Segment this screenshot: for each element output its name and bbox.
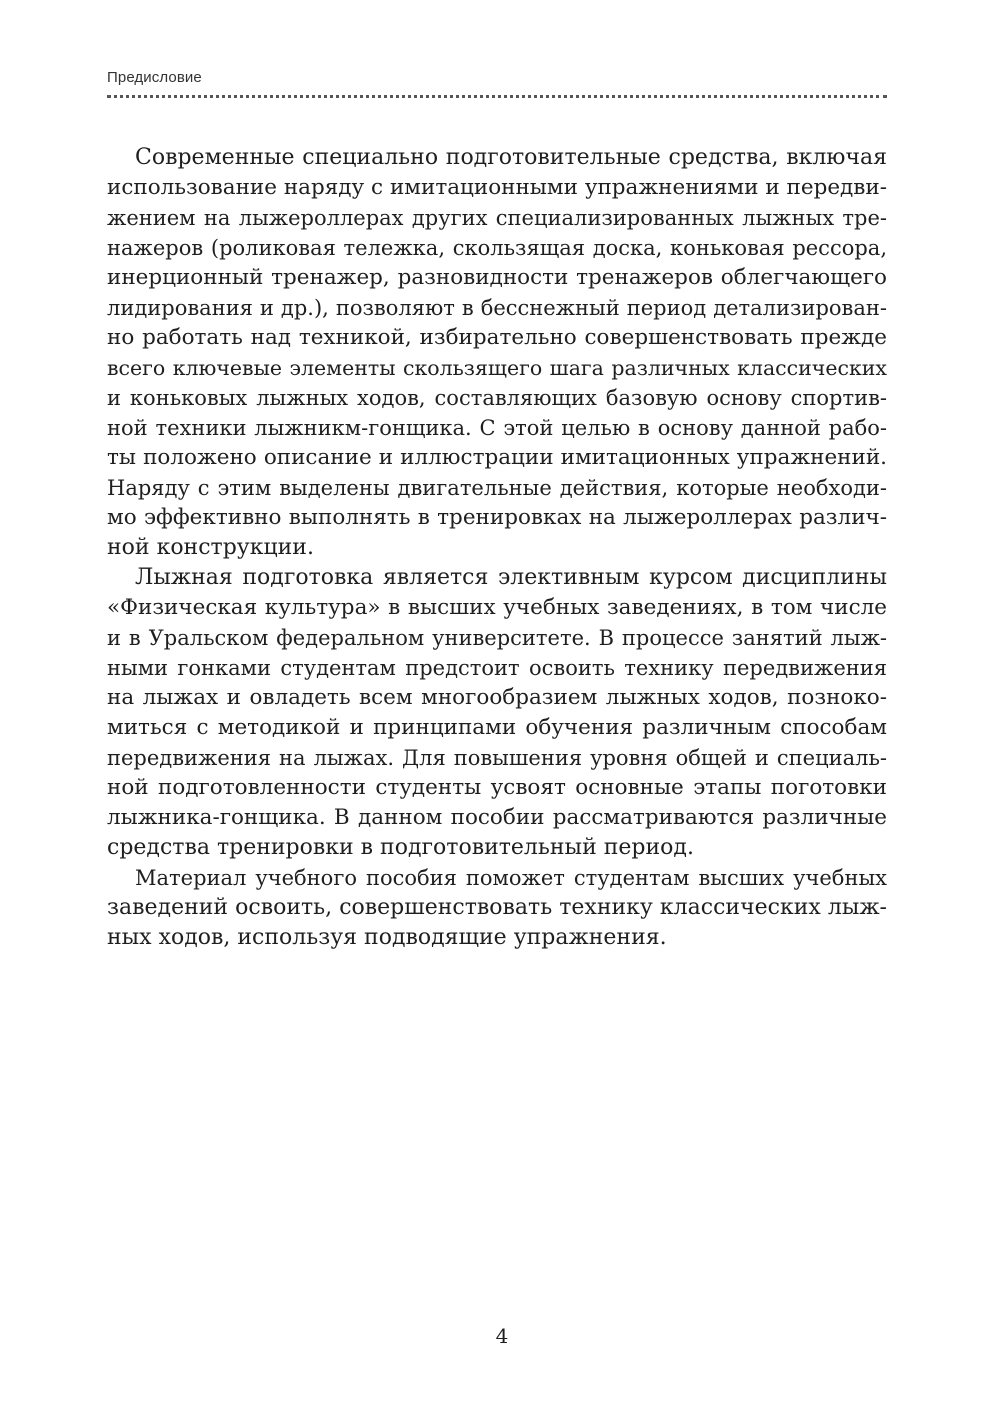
text-line: ты положено описание и иллюстрации имитационных упражнений. — [107, 445, 887, 470]
body-text — [107, 143, 887, 953]
text-line: Лыжная подготовка является элективным курсом дисциплины — [135, 565, 887, 590]
text-line: на лыжах и овладеть всем многообразием лыжных ходов, позноко- — [107, 685, 887, 710]
text-line: ных ходов, используя подводящие упражнения. — [107, 925, 667, 950]
text-line: использование наряду с имитационными упражнениями и передви- — [107, 175, 887, 200]
header-dotted-rule — [107, 95, 887, 98]
page-number: 4 — [495, 1324, 509, 1348]
text-line: и коньковых лыжных ходов, составляющих базовую основу спортив- — [107, 386, 887, 410]
text-line: ной подготовленности студенты усвоят основные этапы поготовки — [107, 775, 887, 800]
text-line: миться с методикой и принципами обучения различным способам — [107, 715, 887, 740]
running-header: Предисловие — [107, 69, 202, 86]
text-line: средства тренировки в подготовительный период. — [107, 835, 694, 860]
text-line: передвижения на лыжах. Для повышения уровня общей и специаль- — [107, 746, 887, 770]
text-line: заведений освоить, совершенствовать технику классических лыж- — [107, 895, 887, 920]
text-line: жением на лыжероллерах других специализированных лыжных тре- — [107, 206, 887, 230]
paragraph-3 — [107, 863, 887, 953]
text-line: инерционный тренажер, разновидности тренажеров облегчающего — [107, 265, 887, 290]
text-line: Современные специально подготовительные средства, включая — [135, 145, 887, 170]
text-line: Наряду с этим выделены двигательные действия, которые необходи- — [107, 476, 887, 500]
paragraph-1 — [107, 143, 887, 563]
text-line: ной техники лыжникм-гонщика. С этой целью в основу данной рабо- — [107, 416, 887, 440]
text-line: ными гонками студентам предстоит освоить технику передвижения — [107, 656, 887, 680]
paragraph-2 — [107, 563, 887, 863]
text-line: Материал учебного пособия поможет студентам высших учебных — [135, 866, 887, 890]
text-line: нажеров (роликовая тележка, скользящая доска, коньковая рессора, — [107, 236, 887, 260]
text-line: всего ключевые элементы скользящего шага различных классических — [107, 356, 887, 380]
text-line: лыжника-гонщика. В данном пособии рассматриваются различные — [107, 805, 887, 830]
text-line: мо эффективно выполнять в тренировках на лыжероллерах различ- — [107, 505, 887, 530]
text-line: и в Уральском федеральном университете. В процессе занятий лыж- — [107, 626, 887, 650]
text-line: но работать над техникой, избирательно совершенствовать прежде — [107, 325, 887, 350]
text-line: лидирования и др.), позволяют в бесснежный период детализирован- — [107, 296, 887, 320]
text-line: «Физическая культура» в высших учебных заведениях, в том числе — [107, 595, 887, 620]
text-line: ной конструкции. — [107, 535, 314, 560]
